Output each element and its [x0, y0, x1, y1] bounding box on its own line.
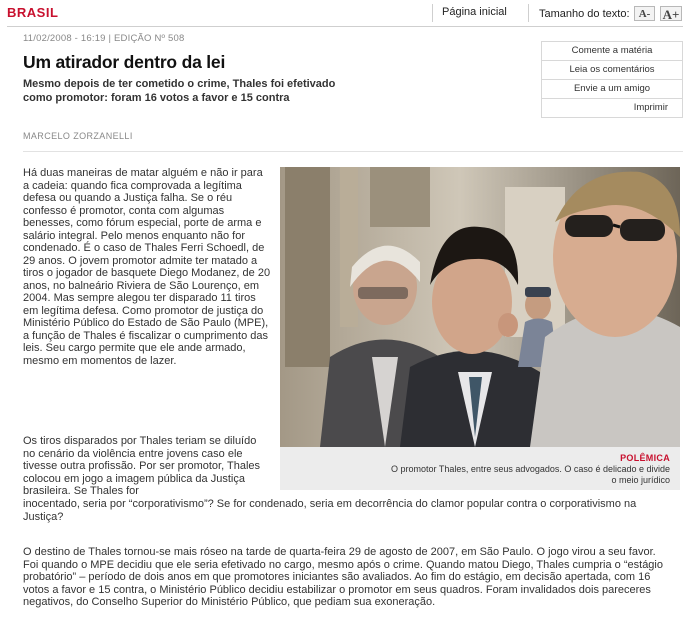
caption-text: O promotor Thales, entre seus advogados. O caso é delicado e divide o meio jurídico	[391, 464, 670, 485]
divider	[23, 151, 683, 152]
decrease-text-size-button[interactable]: A-	[634, 6, 655, 21]
divider	[432, 4, 433, 22]
comment-article-link[interactable]: Comente a matéria	[542, 42, 682, 61]
print-link[interactable]: Imprimir	[542, 99, 682, 118]
article-photo	[280, 167, 680, 447]
article-headline: Um atirador dentro da lei	[23, 52, 226, 72]
caption-kicker: POLÊMICA	[620, 453, 670, 463]
send-to-friend-link[interactable]: Envie a um amigo	[542, 80, 682, 99]
photo-illustration	[280, 167, 680, 447]
increase-text-size-button[interactable]: A+	[660, 6, 682, 21]
article-paragraph: O destino de Thales tornou-se mais róseo na tarde de quarta-feira 29 de agosto de 2007, em São Paulo. O jogo virou a seu favor. Foi quando o MPE decidiu que ele seria efetivado no cargo, mesmo após o crime. Quando matou Diego, Thales cumpria o “estágio probatório” – período de dois anos em que promotores iniciantes são avaliados. Ao fim do estágio, em decisão apertada, com 16 votos a favor e 15 contra, o Ministério Público decidiu estabilizar o promotor em seus quadros. Foram invalidados dois pareceres negativos, do Conselho Superior do Ministério Público, que pediam sua exoneração.	[23, 546, 663, 608]
divider	[528, 4, 529, 22]
article-paragraph: Os tiros disparados por Thales teriam se diluído no cenário da violência entre jovens caso ele tivesse outra profissão. Por ser promotor, Thales colocou em jogo a imagem pública da Justiça brasileira. Se Thales for	[23, 435, 261, 497]
home-link[interactable]: Página inicial	[442, 6, 507, 18]
text-size-label: Tamanho do texto:	[539, 8, 630, 20]
section-label[interactable]: BRASIL	[7, 5, 59, 20]
article-subheadline: Mesmo depois de ter cometido o crime, Thales foi efetivado como promotor: foram 16 votos a favor e 15 contra	[23, 78, 336, 104]
dateline: 11/02/2008 - 16:19 | EDIÇÃO Nº 508	[23, 33, 185, 44]
article-paragraph: Há duas maneiras de matar alguém e não ir para a cadeia: quando fica comprovada a legítima defesa ou quando a Justiça falha. Se o réu confesso é promotor, conta com algumas benesses, como fórum especial, porte de arma e salário integral. Pelo menos enquanto não for condenado. É o caso de Thales Ferri Schoedl, de 29 anos. O jovem promotor admite ter matado a tiros o jogador de basquete Diego Modanez, de 20 anos, no balneário Riviera de São Lourenço, em 2004. Mas sempre alegou ter disparado 11 tiros em legítima defesa. Como promotor de justiça do Ministério Público do Estado de São Paulo (MPE), a função de Thales é fiscalizar o cumprimento das leis. Seu cargo permite que ele ande armado, mesmo em momentos de lazer.	[23, 167, 271, 367]
header-rule	[7, 26, 683, 27]
read-comments-link[interactable]: Leia os comentários	[542, 61, 682, 80]
top-bar	[0, 0, 683, 28]
article-paragraph: inocentado, seria por “corporativismo”? Se for condenado, seria em decorrência do clamor popular contra o corporativismo na Justiça?	[23, 498, 637, 523]
photo-caption	[280, 447, 680, 490]
article-byline: MARCELO ZORZANELLI	[23, 131, 133, 141]
article-tools	[541, 41, 683, 118]
